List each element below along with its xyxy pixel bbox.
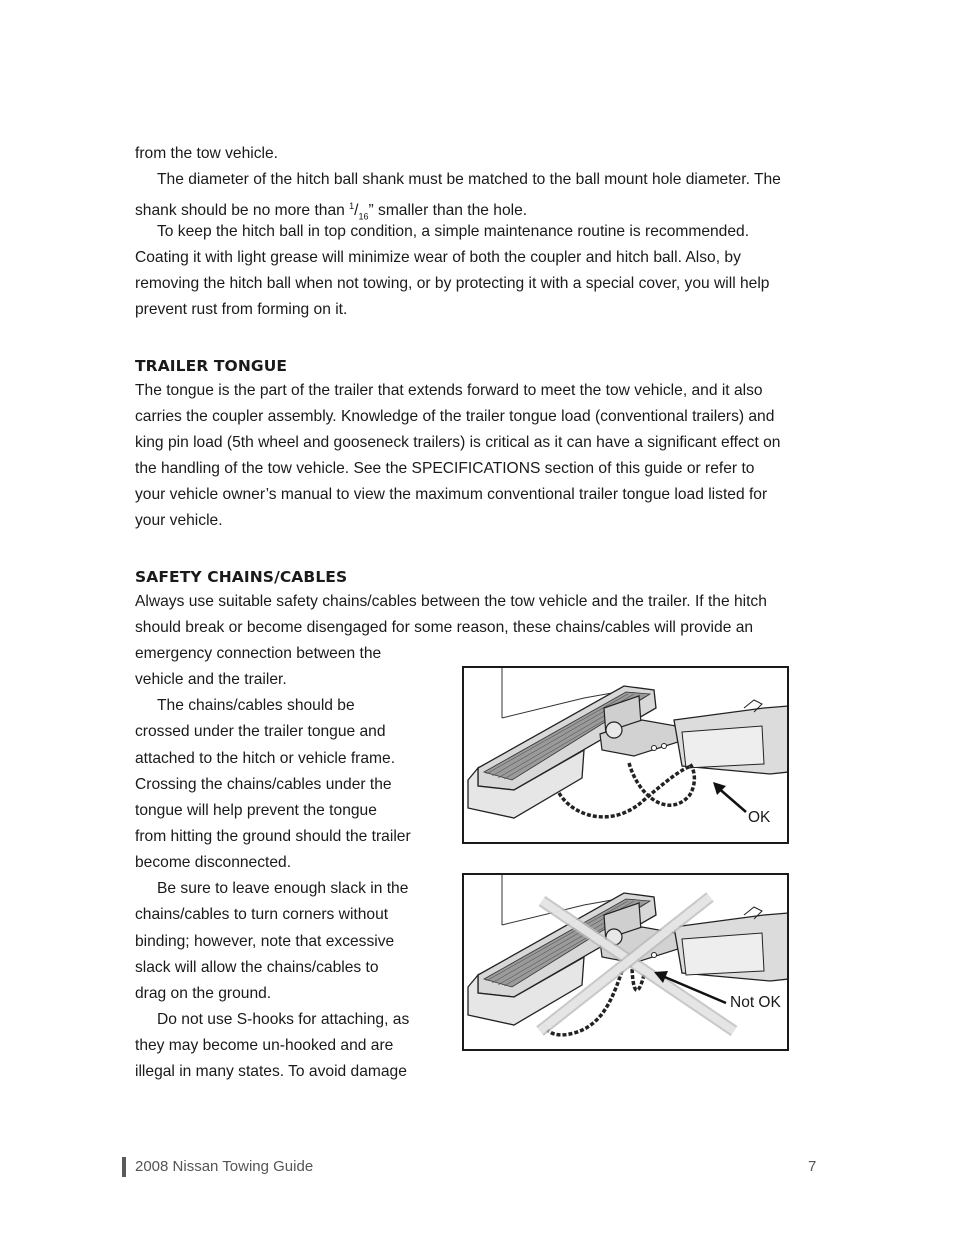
body-line: your vehicle.: [135, 512, 223, 529]
section-heading-safety-chains: SAFETY CHAINS/CABLES: [135, 568, 348, 586]
footer-title: 2008 Nissan Towing Guide: [135, 1158, 314, 1175]
body-line: Do not use S-hooks for attaching, as: [157, 1011, 410, 1028]
body-line: Always use suitable safety chains/cables between the tow vehicle and the trailer. If the hitch: [135, 593, 767, 610]
body-line: drag on the ground.: [135, 985, 272, 1002]
body-line: from the tow vehicle.: [135, 145, 279, 162]
section-heading-trailer-tongue: TRAILER TONGUE: [135, 357, 288, 375]
figure-chains-not-ok: [462, 873, 789, 1051]
body-line: prevent rust from forming on it.: [135, 301, 348, 318]
text-segment: ” smaller than the hole.: [368, 202, 528, 220]
body-line: The diameter of the hitch ball shank must be matched to the ball mount hole diameter. The: [157, 171, 781, 188]
body-line: Crossing the chains/cables under the: [135, 776, 392, 793]
fraction-numerator: 1: [349, 201, 355, 211]
body-line: your vehicle owner’s manual to view the maximum conventional trailer tongue load listed for: [135, 486, 768, 503]
body-line: chains/cables to turn corners without: [135, 906, 389, 923]
body-line: The chains/cables should be: [157, 697, 355, 714]
body-line: Coating it with light grease will minimize wear of both the coupler and hitch ball. Also, by: [135, 249, 741, 266]
fraction-denominator: 16: [358, 211, 369, 222]
body-line: illegal in many states. To avoid damage: [135, 1063, 407, 1080]
body-line: should break or become disengaged for some reason, these chains/cables will provide an: [135, 619, 754, 636]
body-line: king pin load (5th wheel and gooseneck trailers) is critical as it can have a significant effect on: [135, 434, 781, 451]
body-line: the handling of the tow vehicle. See the SPECIFICATIONS section of this guide or refer to: [135, 460, 755, 477]
body-line: they may become un-hooked and are: [135, 1037, 394, 1054]
text-segment: shank should be no more than: [135, 202, 350, 220]
body-line: Be sure to leave enough slack in the: [157, 880, 409, 897]
body-line: attached to the hitch or vehicle frame.: [135, 750, 396, 767]
figure-label-ok: OK: [748, 809, 771, 826]
body-line: binding; however, note that excessive: [135, 933, 395, 950]
body-line: The tongue is the part of the trailer that extends forward to meet the tow vehicle, and it also: [135, 382, 763, 399]
figure-label-not-ok: Not OK: [730, 994, 781, 1011]
body-line: carries the coupler assembly. Knowledge of the trailer tongue load (conventional trailers) and: [135, 408, 775, 425]
body-line: from hitting the ground should the trailer: [135, 828, 411, 845]
body-line: To keep the hitch ball in top condition, a simple maintenance routine is recommended.: [157, 223, 750, 240]
body-line: vehicle and the trailer.: [135, 671, 287, 688]
figure-chains-ok: [462, 666, 789, 844]
page-number: 7: [808, 1158, 817, 1175]
hitch-illustration: [464, 875, 787, 1049]
body-line: tongue will help prevent the tongue: [135, 802, 377, 819]
body-line: crossed under the trailer tongue and: [135, 723, 386, 740]
body-line: removing the hitch ball when not towing, or by protecting it with a special cover, you will help: [135, 275, 770, 292]
hitch-illustration: [464, 668, 787, 842]
body-line: slack will allow the chains/cables to: [135, 959, 379, 976]
body-line: emergency connection between the: [135, 645, 382, 662]
body-line-fraction: shank should be no more than $^1/_{16}$” smaller than the hole.: [135, 201, 528, 222]
body-line: become disconnected.: [135, 854, 292, 871]
footer-divider: [122, 1157, 126, 1177]
